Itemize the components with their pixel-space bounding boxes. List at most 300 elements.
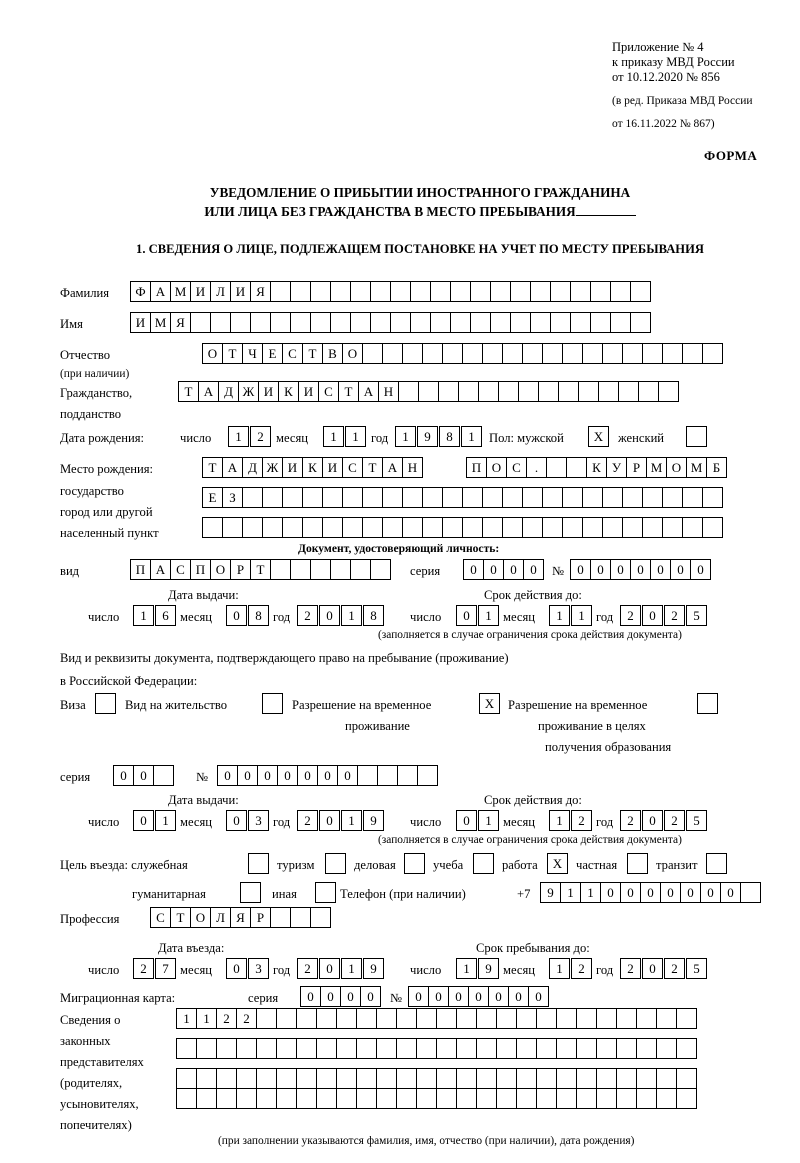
form-cell[interactable]: 1 xyxy=(560,882,581,903)
form-cell[interactable] xyxy=(598,381,619,402)
form-cell[interactable] xyxy=(538,381,559,402)
form-cell[interactable] xyxy=(402,487,423,508)
form-cell[interactable]: К xyxy=(586,457,607,478)
form-cell[interactable] xyxy=(482,487,503,508)
form-cell[interactable] xyxy=(642,517,663,538)
form-cell[interactable] xyxy=(356,1008,377,1029)
form-cell[interactable] xyxy=(590,281,611,302)
form-cell[interactable]: Т xyxy=(178,381,199,402)
form-cell[interactable] xyxy=(350,281,371,302)
purpose-humanitarian-checkbox[interactable] xyxy=(240,882,261,903)
form-cell[interactable] xyxy=(190,312,211,333)
form-cell[interactable] xyxy=(438,381,459,402)
form-cell[interactable] xyxy=(596,1088,617,1109)
form-cell[interactable]: 1 xyxy=(580,882,601,903)
form-cell[interactable]: Я xyxy=(230,907,251,928)
form-cell[interactable] xyxy=(536,1038,557,1059)
form-cell[interactable] xyxy=(202,517,223,538)
stay-issue-month-cells[interactable] xyxy=(226,810,270,831)
form-cell[interactable] xyxy=(236,1068,257,1089)
form-cell[interactable] xyxy=(516,1038,537,1059)
stay-valid-year-cells[interactable] xyxy=(620,810,708,831)
form-cell[interactable] xyxy=(450,312,471,333)
form-cell[interactable]: Д xyxy=(242,457,263,478)
form-cell[interactable]: Ч xyxy=(242,343,263,364)
form-cell[interactable]: 0 xyxy=(690,559,711,580)
doc-kind-cells[interactable] xyxy=(130,559,390,580)
form-cell[interactable] xyxy=(490,312,511,333)
form-cell[interactable]: Д xyxy=(218,381,239,402)
form-cell[interactable]: 0 xyxy=(217,765,238,786)
stay-issue-day-cells[interactable] xyxy=(133,810,177,831)
form-cell[interactable] xyxy=(276,1068,297,1089)
form-cell[interactable] xyxy=(396,1008,417,1029)
form-cell[interactable] xyxy=(342,487,363,508)
form-cell[interactable]: 2 xyxy=(664,605,685,626)
form-cell[interactable] xyxy=(656,1088,677,1109)
form-cell[interactable] xyxy=(636,1088,657,1109)
entry-year-cells[interactable] xyxy=(297,958,385,979)
form-cell[interactable] xyxy=(416,1088,437,1109)
form-cell[interactable]: 0 xyxy=(642,810,663,831)
form-cell[interactable]: К xyxy=(302,457,323,478)
form-cell[interactable] xyxy=(290,281,311,302)
form-cell[interactable] xyxy=(682,343,703,364)
form-cell[interactable] xyxy=(442,517,463,538)
form-cell[interactable]: 0 xyxy=(340,986,361,1007)
form-cell[interactable]: 9 xyxy=(363,958,384,979)
doc-number-cells[interactable] xyxy=(570,559,710,580)
name-cells[interactable] xyxy=(130,312,650,333)
form-cell[interactable]: 0 xyxy=(428,986,449,1007)
form-cell[interactable] xyxy=(576,1068,597,1089)
form-cell[interactable] xyxy=(250,312,271,333)
legal-rep-row4-cells[interactable] xyxy=(176,1088,696,1109)
form-cell[interactable] xyxy=(556,1008,577,1029)
form-cell[interactable] xyxy=(578,381,599,402)
form-cell[interactable] xyxy=(222,517,243,538)
form-cell[interactable] xyxy=(498,381,519,402)
form-cell[interactable] xyxy=(616,1068,637,1089)
form-cell[interactable]: О xyxy=(202,343,223,364)
form-cell[interactable] xyxy=(522,487,543,508)
birth-city-row3-cells[interactable] xyxy=(202,517,722,538)
form-cell[interactable] xyxy=(576,1008,597,1029)
form-cell[interactable] xyxy=(662,487,683,508)
form-cell[interactable]: 8 xyxy=(248,605,269,626)
form-cell[interactable]: 0 xyxy=(456,605,477,626)
form-cell[interactable]: И xyxy=(282,457,303,478)
form-cell[interactable] xyxy=(636,1008,657,1029)
form-cell[interactable] xyxy=(496,1008,517,1029)
form-cell[interactable]: 9 xyxy=(363,810,384,831)
form-cell[interactable]: 2 xyxy=(571,810,592,831)
form-cell[interactable]: 0 xyxy=(456,810,477,831)
purpose-study-checkbox[interactable] xyxy=(473,853,494,874)
form-cell[interactable] xyxy=(550,281,571,302)
form-cell[interactable]: У xyxy=(606,457,627,478)
form-cell[interactable]: 0 xyxy=(133,765,154,786)
form-cell[interactable]: С xyxy=(342,457,363,478)
doc-issue-month-cells[interactable] xyxy=(226,605,270,626)
form-cell[interactable]: Ж xyxy=(238,381,259,402)
form-cell[interactable]: 0 xyxy=(610,559,631,580)
form-cell[interactable]: 0 xyxy=(528,986,549,1007)
form-cell[interactable] xyxy=(656,1068,677,1089)
form-cell[interactable] xyxy=(456,1038,477,1059)
form-cell[interactable]: Т xyxy=(338,381,359,402)
form-cell[interactable] xyxy=(496,1038,517,1059)
form-cell[interactable]: И xyxy=(130,312,151,333)
form-cell[interactable]: 1 xyxy=(133,605,154,626)
form-cell[interactable]: Н xyxy=(378,381,399,402)
form-cell[interactable]: 0 xyxy=(226,958,247,979)
form-cell[interactable]: 8 xyxy=(439,426,460,447)
form-cell[interactable] xyxy=(576,1088,597,1109)
form-cell[interactable]: К xyxy=(278,381,299,402)
form-cell[interactable]: 1 xyxy=(478,810,499,831)
form-cell[interactable]: 1 xyxy=(323,426,344,447)
form-cell[interactable] xyxy=(502,517,523,538)
form-cell[interactable] xyxy=(430,312,451,333)
form-cell[interactable] xyxy=(522,517,543,538)
form-cell[interactable] xyxy=(542,487,563,508)
form-cell[interactable] xyxy=(556,1068,577,1089)
stay-issue-year-cells[interactable] xyxy=(297,810,385,831)
form-cell[interactable] xyxy=(296,1068,317,1089)
form-cell[interactable]: 1 xyxy=(228,426,249,447)
form-cell[interactable] xyxy=(422,487,443,508)
form-cell[interactable] xyxy=(330,281,351,302)
surname-cells[interactable] xyxy=(130,281,650,302)
form-cell[interactable] xyxy=(330,312,351,333)
form-cell[interactable] xyxy=(336,1088,357,1109)
form-cell[interactable]: 0 xyxy=(237,765,258,786)
form-cell[interactable] xyxy=(410,281,431,302)
stay-series-cells[interactable] xyxy=(113,765,173,786)
form-cell[interactable]: 5 xyxy=(686,958,707,979)
form-cell[interactable] xyxy=(410,312,431,333)
form-cell[interactable] xyxy=(456,1088,477,1109)
form-cell[interactable]: Я xyxy=(170,312,191,333)
form-cell[interactable] xyxy=(462,517,483,538)
visa-checkbox[interactable] xyxy=(95,693,116,714)
form-cell[interactable]: 2 xyxy=(297,605,318,626)
form-cell[interactable] xyxy=(436,1068,457,1089)
form-cell[interactable] xyxy=(310,281,331,302)
form-cell[interactable] xyxy=(582,343,603,364)
form-cell[interactable] xyxy=(702,487,723,508)
profession-cells[interactable] xyxy=(150,907,330,928)
form-cell[interactable] xyxy=(550,312,571,333)
stay-number-cells[interactable] xyxy=(217,765,437,786)
form-cell[interactable]: Т xyxy=(302,343,323,364)
form-cell[interactable] xyxy=(596,1008,617,1029)
form-cell[interactable] xyxy=(536,1088,557,1109)
doc-valid-day-cells[interactable] xyxy=(456,605,500,626)
form-cell[interactable] xyxy=(456,1068,477,1089)
form-cell[interactable] xyxy=(370,559,391,580)
form-cell[interactable] xyxy=(622,343,643,364)
form-cell[interactable] xyxy=(296,1088,317,1109)
form-cell[interactable]: Р xyxy=(626,457,647,478)
form-cell[interactable] xyxy=(256,1008,277,1029)
form-cell[interactable] xyxy=(602,517,623,538)
form-cell[interactable] xyxy=(356,1068,377,1089)
form-cell[interactable]: 7 xyxy=(155,958,176,979)
form-cell[interactable] xyxy=(516,1088,537,1109)
form-cell[interactable]: С xyxy=(150,907,171,928)
form-cell[interactable] xyxy=(478,381,499,402)
form-cell[interactable] xyxy=(310,559,331,580)
purpose-business-checkbox[interactable] xyxy=(404,853,425,874)
patronymic-cells[interactable] xyxy=(202,343,722,364)
form-cell[interactable]: 0 xyxy=(277,765,298,786)
form-cell[interactable]: П xyxy=(466,457,487,478)
form-cell[interactable] xyxy=(402,343,423,364)
purpose-private-checkbox[interactable] xyxy=(627,853,648,874)
form-cell[interactable] xyxy=(462,487,483,508)
form-cell[interactable] xyxy=(556,1038,577,1059)
form-cell[interactable]: 1 xyxy=(456,958,477,979)
purpose-other-checkbox[interactable] xyxy=(315,882,336,903)
form-cell[interactable]: 0 xyxy=(319,810,340,831)
form-cell[interactable] xyxy=(546,457,567,478)
form-cell[interactable] xyxy=(602,343,623,364)
form-cell[interactable] xyxy=(382,487,403,508)
form-cell[interactable] xyxy=(196,1088,217,1109)
form-cell[interactable] xyxy=(576,1038,597,1059)
form-cell[interactable]: 0 xyxy=(113,765,134,786)
form-cell[interactable] xyxy=(430,281,451,302)
form-cell[interactable]: 0 xyxy=(133,810,154,831)
form-cell[interactable] xyxy=(357,765,378,786)
form-cell[interactable]: А xyxy=(358,381,379,402)
migration-number-cells[interactable] xyxy=(408,986,548,1007)
form-cell[interactable] xyxy=(302,487,323,508)
form-cell[interactable] xyxy=(702,517,723,538)
form-cell[interactable] xyxy=(322,487,343,508)
form-cell[interactable] xyxy=(316,1008,337,1029)
form-cell[interactable] xyxy=(316,1068,337,1089)
doc-issue-day-cells[interactable] xyxy=(133,605,177,626)
form-cell[interactable] xyxy=(396,1088,417,1109)
form-cell[interactable]: 9 xyxy=(478,958,499,979)
form-cell[interactable]: 0 xyxy=(320,986,341,1007)
form-cell[interactable] xyxy=(350,559,371,580)
form-cell[interactable] xyxy=(658,381,679,402)
form-cell[interactable]: 0 xyxy=(642,958,663,979)
form-cell[interactable]: 5 xyxy=(686,810,707,831)
form-cell[interactable]: 1 xyxy=(196,1008,217,1029)
form-cell[interactable] xyxy=(396,1068,417,1089)
form-cell[interactable] xyxy=(530,281,551,302)
form-cell[interactable]: Б xyxy=(706,457,727,478)
form-cell[interactable]: 8 xyxy=(363,605,384,626)
form-cell[interactable] xyxy=(558,381,579,402)
form-cell[interactable] xyxy=(416,1038,437,1059)
citizenship-cells[interactable] xyxy=(178,381,678,402)
form-cell[interactable]: О xyxy=(666,457,687,478)
form-cell[interactable] xyxy=(496,1088,517,1109)
form-cell[interactable]: М xyxy=(150,312,171,333)
form-cell[interactable]: 0 xyxy=(630,559,651,580)
form-cell[interactable]: 0 xyxy=(408,986,429,1007)
form-cell[interactable]: В xyxy=(322,343,343,364)
form-cell[interactable] xyxy=(302,517,323,538)
form-cell[interactable] xyxy=(362,517,383,538)
form-cell[interactable] xyxy=(442,343,463,364)
form-cell[interactable]: Я xyxy=(250,281,271,302)
form-cell[interactable] xyxy=(256,1068,277,1089)
form-cell[interactable] xyxy=(622,517,643,538)
form-cell[interactable] xyxy=(442,487,463,508)
form-cell[interactable] xyxy=(390,312,411,333)
stay-valid-month-cells[interactable] xyxy=(549,810,593,831)
form-cell[interactable] xyxy=(336,1068,357,1089)
form-cell[interactable] xyxy=(502,343,523,364)
form-cell[interactable] xyxy=(242,487,263,508)
form-cell[interactable] xyxy=(516,1008,537,1029)
form-cell[interactable] xyxy=(390,281,411,302)
form-cell[interactable]: . xyxy=(526,457,547,478)
form-cell[interactable] xyxy=(376,1088,397,1109)
form-cell[interactable] xyxy=(270,907,291,928)
form-cell[interactable]: Т xyxy=(250,559,271,580)
form-cell[interactable] xyxy=(542,517,563,538)
stay-until-day-cells[interactable] xyxy=(456,958,500,979)
form-cell[interactable]: М xyxy=(646,457,667,478)
form-cell[interactable] xyxy=(566,457,587,478)
form-cell[interactable]: 0 xyxy=(226,810,247,831)
form-cell[interactable] xyxy=(398,381,419,402)
form-cell[interactable]: 0 xyxy=(640,882,661,903)
form-cell[interactable] xyxy=(336,1038,357,1059)
form-cell[interactable]: П xyxy=(190,559,211,580)
form-cell[interactable] xyxy=(510,312,531,333)
form-cell[interactable]: 0 xyxy=(317,765,338,786)
phone-cells[interactable] xyxy=(540,882,760,903)
form-cell[interactable] xyxy=(622,487,643,508)
form-cell[interactable] xyxy=(582,487,603,508)
form-cell[interactable] xyxy=(630,312,651,333)
form-cell[interactable]: 0 xyxy=(483,559,504,580)
form-cell[interactable] xyxy=(570,312,591,333)
form-cell[interactable] xyxy=(362,343,383,364)
form-cell[interactable] xyxy=(422,343,443,364)
form-cell[interactable] xyxy=(376,1008,397,1029)
form-cell[interactable] xyxy=(262,517,283,538)
form-cell[interactable]: 0 xyxy=(523,559,544,580)
form-cell[interactable] xyxy=(676,1008,697,1029)
form-cell[interactable] xyxy=(630,281,651,302)
form-cell[interactable]: 6 xyxy=(155,605,176,626)
form-cell[interactable]: М xyxy=(686,457,707,478)
form-cell[interactable]: С xyxy=(318,381,339,402)
stay-until-year-cells[interactable] xyxy=(620,958,708,979)
form-cell[interactable]: 0 xyxy=(319,605,340,626)
form-cell[interactable]: 1 xyxy=(571,605,592,626)
form-cell[interactable]: 1 xyxy=(395,426,416,447)
form-cell[interactable]: 0 xyxy=(468,986,489,1007)
legal-rep-row1-cells[interactable] xyxy=(176,1008,696,1029)
form-cell[interactable] xyxy=(436,1088,457,1109)
form-cell[interactable]: 2 xyxy=(250,426,271,447)
form-cell[interactable] xyxy=(270,281,291,302)
form-cell[interactable] xyxy=(417,765,438,786)
form-cell[interactable]: 0 xyxy=(642,605,663,626)
form-cell[interactable]: О xyxy=(486,457,507,478)
form-cell[interactable] xyxy=(462,343,483,364)
form-cell[interactable] xyxy=(382,343,403,364)
form-cell[interactable] xyxy=(490,281,511,302)
form-cell[interactable] xyxy=(330,559,351,580)
purpose-work-checkbox[interactable]: Х xyxy=(547,853,568,874)
form-cell[interactable]: И xyxy=(190,281,211,302)
form-cell[interactable] xyxy=(256,1088,277,1109)
form-cell[interactable] xyxy=(476,1008,497,1029)
sex-female-checkbox[interactable] xyxy=(686,426,707,447)
form-cell[interactable] xyxy=(636,1038,657,1059)
form-cell[interactable]: 0 xyxy=(463,559,484,580)
form-cell[interactable] xyxy=(256,1038,277,1059)
form-cell[interactable]: А xyxy=(150,281,171,302)
form-cell[interactable]: О xyxy=(210,559,231,580)
form-cell[interactable] xyxy=(296,1008,317,1029)
form-cell[interactable] xyxy=(676,1038,697,1059)
form-cell[interactable] xyxy=(662,517,683,538)
form-cell[interactable]: 0 xyxy=(650,559,671,580)
form-cell[interactable]: 5 xyxy=(686,605,707,626)
form-cell[interactable]: С xyxy=(506,457,527,478)
form-cell[interactable] xyxy=(356,1038,377,1059)
form-cell[interactable]: Т xyxy=(170,907,191,928)
form-cell[interactable]: Ф xyxy=(130,281,151,302)
form-cell[interactable]: 3 xyxy=(248,810,269,831)
form-cell[interactable]: 0 xyxy=(337,765,358,786)
sex-male-checkbox[interactable]: Х xyxy=(588,426,609,447)
form-cell[interactable] xyxy=(470,281,491,302)
form-cell[interactable] xyxy=(322,517,343,538)
form-cell[interactable] xyxy=(682,487,703,508)
form-cell[interactable] xyxy=(416,1068,437,1089)
form-cell[interactable] xyxy=(522,343,543,364)
form-cell[interactable]: 1 xyxy=(155,810,176,831)
form-cell[interactable]: Е xyxy=(202,487,223,508)
form-cell[interactable]: 0 xyxy=(360,986,381,1007)
form-cell[interactable] xyxy=(176,1088,197,1109)
form-cell[interactable]: 2 xyxy=(297,810,318,831)
form-cell[interactable] xyxy=(642,343,663,364)
form-cell[interactable] xyxy=(316,1038,337,1059)
form-cell[interactable] xyxy=(376,1068,397,1089)
form-cell[interactable]: 1 xyxy=(345,426,366,447)
form-cell[interactable] xyxy=(210,312,231,333)
form-cell[interactable]: И xyxy=(298,381,319,402)
birth-year-cells[interactable] xyxy=(395,426,483,447)
form-cell[interactable] xyxy=(418,381,439,402)
birth-state-cells[interactable] xyxy=(202,457,422,478)
form-cell[interactable]: Т xyxy=(202,457,223,478)
form-cell[interactable] xyxy=(562,343,583,364)
form-cell[interactable] xyxy=(476,1038,497,1059)
form-cell[interactable] xyxy=(618,381,639,402)
form-cell[interactable]: М xyxy=(170,281,191,302)
form-cell[interactable] xyxy=(336,1008,357,1029)
form-cell[interactable] xyxy=(596,1038,617,1059)
form-cell[interactable] xyxy=(290,312,311,333)
form-cell[interactable] xyxy=(342,517,363,538)
